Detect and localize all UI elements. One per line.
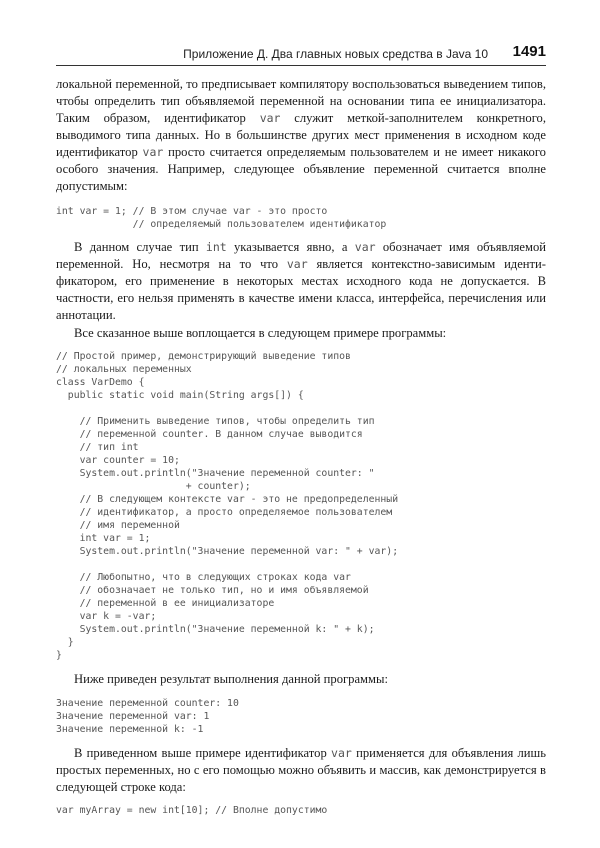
inline-code-keyword: var: [354, 240, 376, 254]
page-number: 1491: [512, 43, 546, 60]
paragraph-example-intro: Все сказанное выше воплощается в следующем примере программы:: [74, 326, 447, 340]
page-body: [56, 76, 546, 817]
paragraph-var-inference: локальной переменной, то предписывает компилятору воспользоваться выведением типов, чтобы определить тип объявляемой переменной на основании типа ее инициализатора. Таким образом, идентификатор var служит меткой-заполнителем конкретного, выводимого типа данных. Но в большинстве других мест применения в исходном коде идентификатор var просто считается определяемым пользователем и не имеет никакого особого значения. Например, следующее объявление переменной считается вполне допустимым:: [56, 77, 546, 193]
inline-code-keyword: int: [205, 240, 227, 254]
inline-code-keyword: var: [259, 111, 281, 125]
program-output: Значение переменной counter: 10 Значение переменной var: 1 Значение переменной k: -1: [56, 698, 239, 735]
inline-code-keyword: var: [142, 145, 164, 159]
inline-code-keyword: var: [286, 257, 308, 271]
running-header: [56, 43, 546, 66]
code-snippet-int-var: int var = 1; // В этом случае var - это просто // определяемый пользователем идентификатор: [56, 206, 387, 230]
inline-code-keyword: var: [331, 746, 352, 760]
paragraph-int-var-explanation: В данном случае тип int указывается явно, а var обозначает имя объявляемой переменной. Но, несмотря на то что var является контекстно-зависимым идентификатором, его применение в некоторых местах исходного кода не допускается. В частности, его нельзя применять в качестве имени класса, интерфейса, перечисления или аннотации.: [56, 240, 547, 322]
code-snippet-array: var myArray = new int[10]; // Вполне допустимо: [56, 805, 328, 816]
paragraph-output-intro: Ниже приведен результат выполнения данной программы:: [74, 672, 388, 686]
paragraph-array-declaration: В приведенном выше примере идентификатор var применяется для объявления лишь простых переменных, но с его помощью можно объявить и массив, как демонстрируется в следующей строке кода:: [56, 746, 546, 794]
running-header-title: Приложение Д. Два главных новых средства в Java 10: [183, 47, 488, 61]
code-listing-vardemo: // Простой пример, демонстрирующий выведение типов // локальных переменных class VarDemo { public static void main(String args[]) { // Применить выведение типов, чтобы определить тип // переменной counter. В данном случае выводится // тип int var counter = 10; System.out.println("Значение переменной counter: " + counter); // В следующем контексте var - это не предопределенный // идентификатор, а просто определяемое пользователем // имя переменной int var = 1; System.out.println("Значение переменной var: " + var); // Любопытно, что в следующих строках кода var // обозначает не только тип, но и имя объявляемой // переменной в ее инициализаторе var k = -var; System.out.println("Значение переменной k: " + k); } }: [56, 351, 399, 661]
